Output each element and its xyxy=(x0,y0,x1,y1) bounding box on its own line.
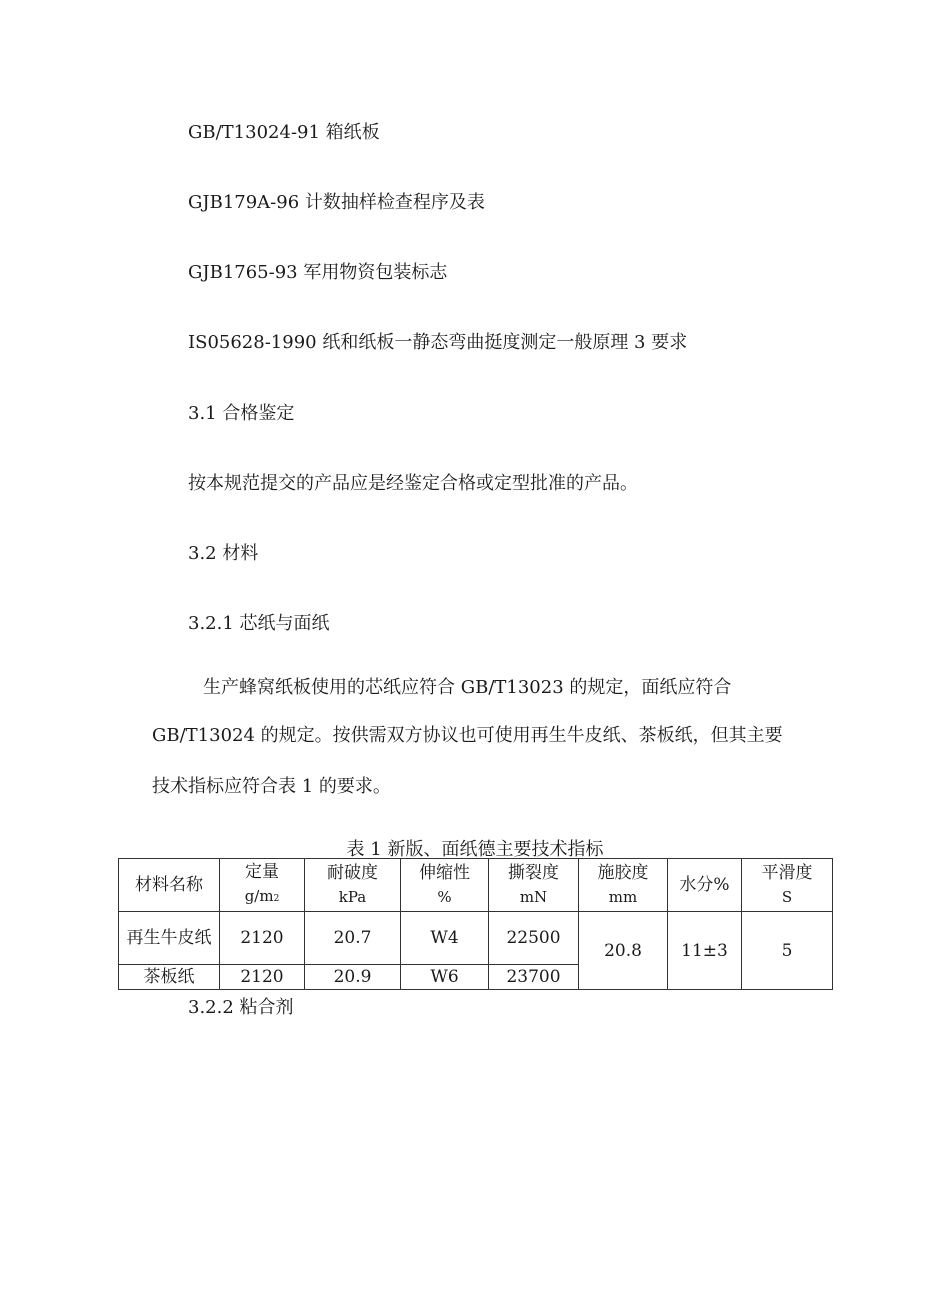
standard-ref-gjb1765: GJB1765-93 军用物资包装标志 xyxy=(188,262,448,283)
header-burst: 耐破度 kPa xyxy=(305,859,401,912)
cell-burst: 20.9 xyxy=(305,965,401,990)
section-heading-3-1: 3.1 合格鉴定 xyxy=(188,403,295,424)
standard-ref-gjb179a: GJB179A-96 计数抽样检查程序及表 xyxy=(188,192,485,213)
cell-smoothness-shared: 5 xyxy=(742,912,833,990)
cell-quantity: 2120 xyxy=(220,912,305,965)
header-stretch: 伸缩性 % xyxy=(401,859,489,912)
table-row xyxy=(119,912,833,965)
header-sizing: 施胶度 mm xyxy=(579,859,668,912)
table-caption: 表 1 新版、面纸德主要技术指标 xyxy=(346,839,604,860)
section-heading-3-2-1: 3.2.1 芯纸与面纸 xyxy=(188,613,330,634)
cell-material-name: 再生牛皮纸 xyxy=(119,912,220,965)
spec-table xyxy=(118,858,833,990)
cell-stretch: W6 xyxy=(401,965,489,990)
section-body-3-1: 按本规范提交的产品应是经鉴定合格或定型批准的产品。 xyxy=(188,473,638,494)
cell-tear: 22500 xyxy=(489,912,579,965)
paragraph-line-2: GB/T13024 的规定。按供需双方协议也可使用再生牛皮纸、茶板纸，但其主要 xyxy=(152,725,783,746)
header-smoothness: 平滑度 S xyxy=(742,859,833,912)
cell-stretch: W4 xyxy=(401,912,489,965)
section-heading-3-2: 3.2 材料 xyxy=(188,543,259,564)
table-header-row xyxy=(119,859,833,912)
header-tear: 撕裂度 mN xyxy=(489,859,579,912)
header-quantity: 定量 g/m2 xyxy=(220,859,305,912)
cell-sizing-shared: 20.8 xyxy=(579,912,668,990)
header-material-name: 材料名称 xyxy=(119,859,220,912)
header-moisture: 水分% xyxy=(668,859,742,912)
cell-tear: 23700 xyxy=(489,965,579,990)
standard-ref-gbt13024: GB/T13024-91 箱纸板 xyxy=(188,122,380,143)
paragraph-line-1: 生产蜂窝纸板使用的芯纸应符合 GB/T13023 的规定，面纸应符合 xyxy=(203,677,732,698)
cell-material-name: 茶板纸 xyxy=(119,965,220,990)
cell-moisture-shared: 11±3 xyxy=(668,912,742,990)
paragraph-line-3: 技术指标应符合表 1 的要求。 xyxy=(152,776,391,797)
cell-quantity: 2120 xyxy=(220,965,305,990)
standard-ref-iso5628: IS05628-1990 纸和纸板一静态弯曲挺度测定一般原理 3 要求 xyxy=(188,332,688,353)
cell-burst: 20.7 xyxy=(305,912,401,965)
section-heading-3-2-2: 3.2.2 粘合剂 xyxy=(188,997,294,1018)
